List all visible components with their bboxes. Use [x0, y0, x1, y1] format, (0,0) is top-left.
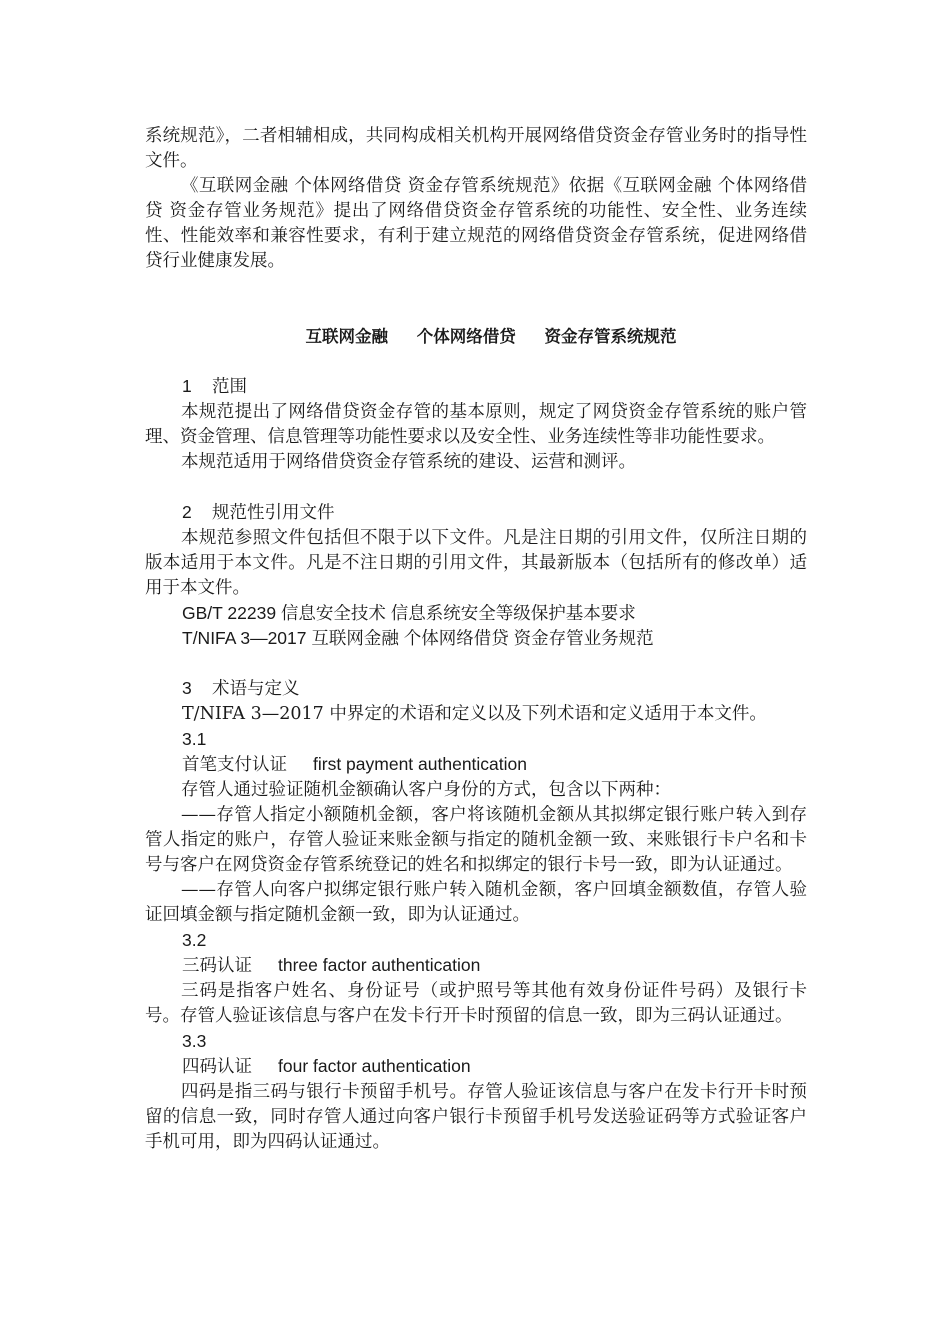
document-title: 互联网金融 个体网络借贷 资金存管系统规范	[305, 327, 677, 346]
term-number: 3.1	[182, 729, 207, 749]
section-number: 1	[182, 376, 192, 396]
document-page	[145, 124, 807, 1155]
term-number: 3.2	[182, 930, 207, 950]
term-zh: 四码认证	[182, 1057, 252, 1077]
reference-item: T/NIFA 3—2017 互联网金融 个体网络借贷 资金存管业务规范	[182, 628, 654, 648]
section1-paragraph-1: 本规范提出了网络借贷资金存管的基本原则，规定了网贷资金存管系统的账户管理、资金管理、信息管理等功能性要求以及安全性、业务连续性等非功能性要求。	[145, 402, 807, 447]
term-zh: 三码认证	[182, 956, 252, 976]
section-label: 术语与定义	[212, 679, 300, 699]
term-en: four factor authentication	[278, 1056, 471, 1076]
section1-paragraph-2: 本规范适用于网络借贷资金存管系统的建设、运营和测评。	[181, 452, 636, 472]
section-number: 3	[182, 678, 192, 698]
section-heading-1	[145, 374, 807, 400]
term-en: three factor authentication	[278, 955, 481, 975]
section-heading-3	[145, 676, 807, 702]
term-definition: ——存管人向客户拟绑定银行账户转入随机金额，客户回填金额数值，存管人验证回填金额与指定随机金额一致，即为认证通过。	[145, 880, 807, 925]
term-definition: 存管人通过验证随机金额确认客户身份的方式，包含以下两种：	[181, 780, 671, 800]
section-label: 规范性引用文件	[212, 503, 335, 523]
term-definition: 四码是指三码与银行卡预留手机号。存管人验证该信息与客户在发卡行开卡时预留的信息一致，同时存管人通过向客户银行卡预留手机号发送验证码等方式验证客户手机可用，即为四码认证通过。	[145, 1082, 807, 1152]
intro-paragraph-2: 《互联网金融 个体网络借贷 资金存管系统规范》依据《互联网金融 个体网络借贷 资金存管业务规范》提出了网络借贷资金存管系统的功能性、安全性、业务连续性、性能效率和兼容性要求，有利于建立规范的网络借贷资金存管系统，促进网络借贷行业健康发展。	[145, 176, 807, 271]
term-title	[145, 752, 807, 778]
term-title	[145, 1054, 807, 1080]
section-number: 2	[182, 502, 192, 522]
term-definition: 三码是指客户姓名、身份证号（或护照号等其他有效身份证件号码）及银行卡号。存管人验证该信息与客户在发卡行开卡时预留的信息一致，即为三码认证通过。	[145, 981, 807, 1026]
section-heading-2	[145, 500, 807, 526]
section2-paragraph-1: 本规范参照文件包括但不限于以下文件。凡是注日期的引用文件，仅所注日期的版本适用于本文件。凡是不注日期的引用文件，其最新版本（包括所有的修改单）适用于本文件。	[145, 528, 807, 598]
section-label: 范围	[212, 377, 247, 397]
reference-item: GB/T 22239 信息安全技术 信息系统安全等级保护基本要求	[182, 603, 636, 623]
term-title	[145, 953, 807, 979]
section3-intro: T/NIFA 3—2017 中界定的术语和定义以及下列术语和定义适用于本文件。	[182, 704, 767, 724]
term-number: 3.3	[182, 1031, 207, 1051]
term-zh: 首笔支付认证	[182, 755, 287, 775]
intro-paragraph-1: 系统规范》，二者相辅相成，共同构成相关机构开展网络借贷资金存管业务时的指导性文件。	[145, 126, 807, 171]
term-definition: ——存管人指定小额随机金额，客户将该随机金额从其拟绑定银行账户转入到存管人指定的账户，存管人验证来账金额与指定的随机金额一致、来账银行卡户名和卡号与客户在网贷资金存管系统登记的姓名和拟绑定的银行卡号一致，即为认证通过。	[145, 805, 807, 875]
term-en: first payment authentication	[313, 754, 528, 774]
